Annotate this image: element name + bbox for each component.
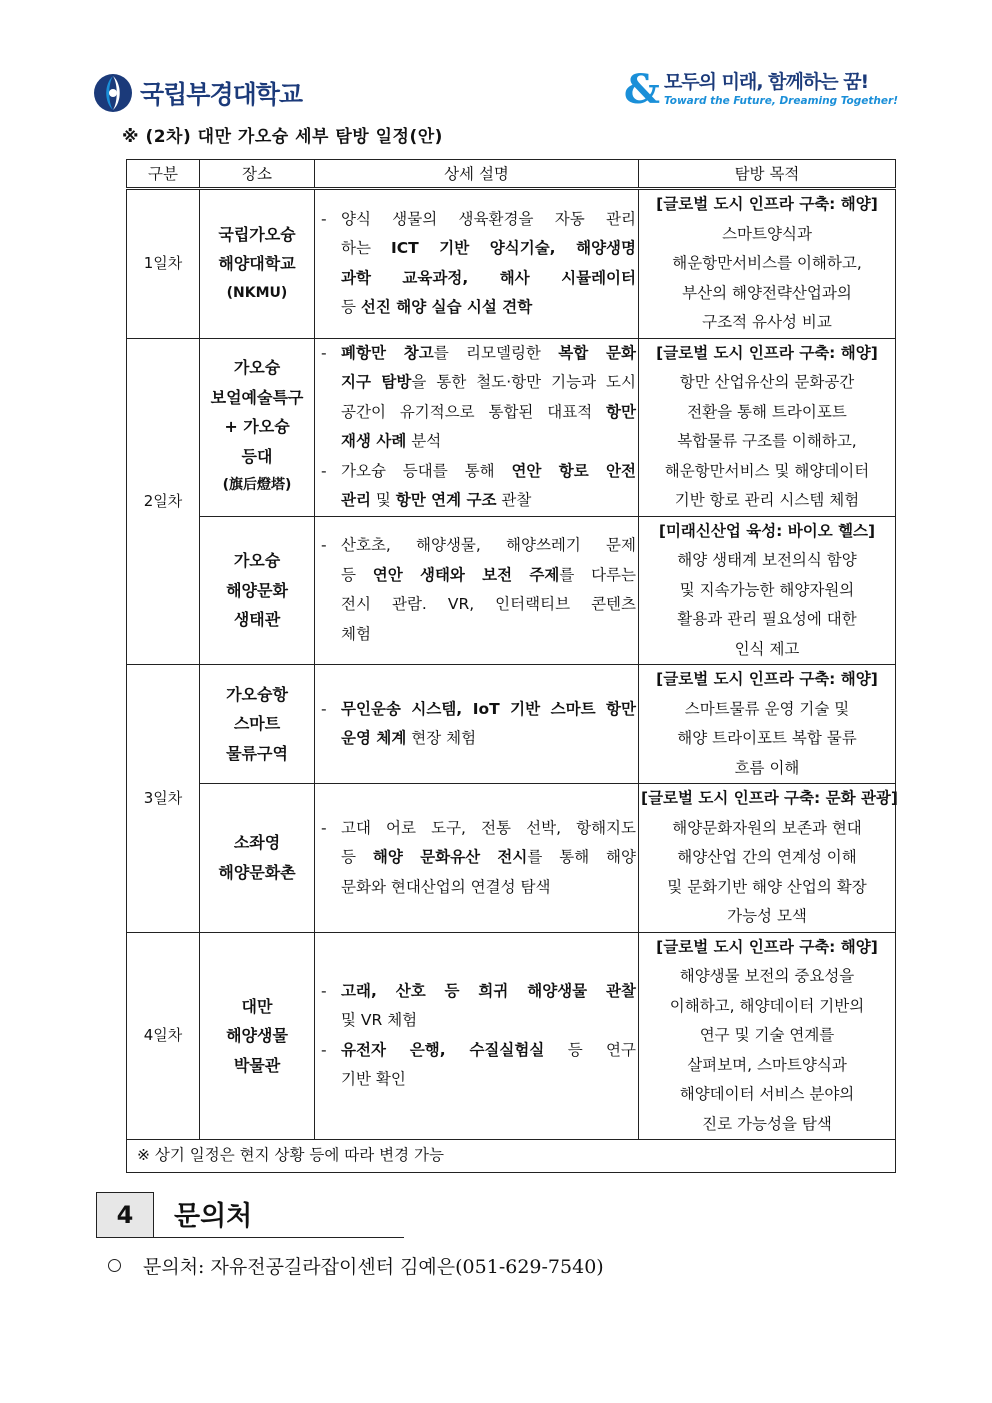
place-name-line: 박물관	[233, 1055, 281, 1075]
plain-text: 하는	[341, 239, 392, 258]
purpose-category: [글로벌 도시 인프라 구축: 문화 관광]	[641, 789, 898, 807]
plain-text: 관찰	[496, 491, 532, 509]
description-cell	[315, 338, 639, 516]
bullet-dash: -	[321, 209, 327, 228]
place-name-line: 가오슝항	[226, 684, 288, 704]
place-name-line: 해양대학교	[218, 254, 296, 273]
purpose-line: 해양생물 보전의 중요성을	[679, 967, 855, 985]
purpose-category: [글로벌 도시 인프라 구축: 해양]	[656, 343, 878, 362]
day-label: 2일차	[127, 338, 200, 665]
description-text	[341, 724, 636, 754]
plain-text: 문화와 현대산업의 연결성 탐색	[341, 877, 551, 896]
description-cell	[315, 516, 639, 665]
description-line	[321, 457, 636, 487]
place-cell	[200, 784, 315, 933]
place-cell	[200, 932, 315, 1140]
description-text	[341, 620, 636, 650]
plain-text: 를 다루는	[559, 565, 636, 584]
table-row	[127, 516, 896, 665]
purpose-line: 구조적 유사성 비교	[702, 313, 832, 331]
plain-text: 현장 체험	[406, 729, 477, 747]
table-row	[127, 932, 896, 1140]
bold-text: 복합 문화	[558, 343, 636, 362]
bold-text: 과학 교육과정, 해사 시뮬레이터	[341, 268, 636, 287]
place-name-line: 생태관	[233, 610, 281, 629]
bold-text: 지구 탐방	[341, 373, 412, 391]
description-text	[341, 368, 636, 398]
purpose-line: 스마트양식과	[722, 224, 812, 243]
purpose-line: 및 문화기반 해양 산업의 확장	[667, 877, 867, 896]
bold-text: 유전자 은행, 수질실험실	[341, 1040, 545, 1059]
description-text	[341, 977, 636, 1007]
bullet-dash: -	[321, 536, 327, 555]
description-text	[341, 590, 636, 620]
plain-text: 및 VR 체험	[341, 1011, 418, 1030]
header-category: 구분	[127, 160, 200, 189]
purpose-category: [미래신산업 육성: 바이오 헬스]	[658, 521, 876, 540]
section-heading	[96, 1192, 404, 1238]
bullet-dash	[321, 620, 341, 650]
header-description: 상세 설명	[315, 160, 639, 189]
description-cell	[315, 189, 639, 339]
purpose-line: 해양산업 간의 연계성 이해	[677, 848, 857, 866]
plain-text: 산호초, 해양생물, 해양쓰레기 문제	[341, 536, 636, 555]
bold-text: 선진 해양 실습 시설 견학	[360, 298, 533, 317]
description-cell	[315, 665, 639, 784]
description-line	[321, 843, 636, 873]
day-label: 4일차	[127, 932, 200, 1140]
bullet-dash	[321, 843, 341, 873]
bullet-dash	[321, 427, 341, 457]
plain-text: 등	[341, 298, 361, 317]
description-line	[321, 1036, 636, 1066]
plain-text: 체험	[341, 624, 371, 643]
plain-text: 를 통해 해양	[527, 848, 636, 866]
description-line	[321, 873, 636, 903]
description-text	[341, 873, 636, 903]
place-name-line: 보얼예술특구	[210, 387, 304, 407]
bold-text: 항만	[606, 402, 636, 421]
bold-text: 고래, 산호 등 희귀 해양생물 관찰	[341, 981, 636, 1000]
description-line	[321, 234, 636, 264]
plain-text: 전시 관람. VR, 인터랙티브 콘텐츠	[341, 595, 636, 614]
description-text	[341, 293, 636, 323]
table-header-row	[127, 160, 896, 189]
plain-text: 및	[370, 491, 396, 509]
description-line	[321, 339, 636, 369]
place-name-line: 대만	[241, 996, 273, 1016]
purpose-line: 해운항만서비스를 이해하고,	[672, 254, 862, 272]
description-text	[341, 531, 636, 561]
table-row	[127, 189, 896, 339]
purpose-line: 이해하고, 해양데이터 기반의	[669, 996, 865, 1015]
plain-text: 기반 확인	[341, 1070, 406, 1089]
description-text	[341, 1036, 636, 1066]
place-name-line: (NKMU)	[226, 284, 288, 301]
description-line	[321, 724, 636, 754]
place-cell	[200, 665, 315, 784]
bold-text: 연안 생태와 보전 주제	[372, 565, 560, 584]
purpose-line: 스마트물류 운영 기술 및	[684, 699, 850, 718]
description-text	[341, 695, 636, 725]
description-cell	[315, 784, 639, 933]
description-line	[321, 398, 636, 428]
description-line	[321, 620, 636, 650]
purpose-cell	[639, 784, 896, 933]
section-title: 문의처	[174, 1201, 253, 1232]
table-row	[127, 784, 896, 933]
place-name-line: 해양문화	[226, 580, 288, 600]
description-line	[321, 814, 636, 844]
description-line	[321, 590, 636, 620]
bold-text: 연안 항로 안전	[511, 461, 636, 480]
purpose-line: 흐름 이해	[734, 758, 800, 777]
bullet-dash: -	[321, 699, 327, 718]
purpose-cell	[639, 665, 896, 784]
purpose-category: [글로벌 도시 인프라 구축: 해양]	[656, 937, 878, 956]
plain-text: 고대 어로 도구, 전통 선박, 항해지도	[341, 818, 636, 837]
description-line	[321, 977, 636, 1007]
table-row	[127, 665, 896, 784]
purpose-line: 해양문화자원의 보존과 현대	[672, 818, 862, 837]
bullet-dash: -	[321, 461, 327, 480]
bullet-dash	[321, 368, 341, 398]
bold-text: 해양 문화유산 전시	[372, 848, 528, 866]
university-name: 국립부경대학교	[140, 80, 303, 109]
day-label: 3일차	[127, 665, 200, 933]
purpose-line: 가능성 모색	[727, 907, 807, 925]
description-text	[341, 264, 636, 294]
purpose-line: 항만 산업유산의 문화공간	[679, 373, 855, 391]
description-line	[321, 427, 636, 457]
purpose-line: 해운항만서비스 및 해양데이터	[664, 461, 870, 480]
bold-text: 항만 연계 구조	[395, 491, 497, 509]
description-text	[341, 561, 636, 591]
place-cell	[200, 189, 315, 339]
contact-text: 문의처: 자유전공길라잡이센터 김예은(051-629-7540)	[143, 1256, 604, 1278]
plain-text: 등 연구	[544, 1040, 636, 1059]
bold-text: 운영 체계	[341, 729, 407, 747]
purpose-line: 해양 트라이포트 복합 물류	[677, 729, 857, 747]
purpose-line: 살펴보며, 스마트양식과	[687, 1055, 847, 1074]
purpose-line: 인식 제고	[734, 639, 800, 658]
bullet-dash	[321, 234, 341, 264]
purpose-line: 활용과 관리 필요성에 대한	[677, 610, 857, 628]
description-line	[321, 695, 636, 725]
section-number: 4	[96, 1192, 154, 1238]
description-line	[321, 1006, 636, 1036]
purpose-cell	[639, 189, 896, 339]
plain-text: 등	[341, 848, 373, 866]
contact-line	[108, 1252, 604, 1279]
description-line	[321, 264, 636, 294]
section-underline	[154, 1237, 404, 1238]
bullet-dash: -	[321, 981, 327, 1000]
bullet-dash	[321, 486, 341, 516]
pknu-emblem-icon	[92, 72, 134, 114]
description-text	[341, 457, 636, 487]
purpose-category: [글로벌 도시 인프라 구축: 해양]	[656, 195, 878, 213]
description-line	[321, 486, 636, 516]
description-text	[341, 486, 636, 516]
purpose-cell	[639, 516, 896, 665]
place-name-line: 국립가오슝	[218, 224, 296, 244]
description-line	[321, 561, 636, 591]
purpose-line: 전환을 통해 트라이포트	[687, 402, 847, 421]
page-header	[0, 0, 992, 120]
description-text	[341, 339, 636, 369]
plain-text: 를 리모델링한	[433, 343, 559, 362]
place-name-line: 소좌영	[233, 833, 281, 853]
table-row	[127, 338, 896, 516]
bullet-dash	[321, 724, 341, 754]
bold-text: ICT 기반 양식기술, 해양생명	[391, 239, 636, 258]
purpose-line: 기반 항로 관리 시스템 체험	[674, 491, 860, 509]
bullet-dash: -	[321, 343, 327, 362]
description-line	[321, 531, 636, 561]
schedule-table	[126, 159, 896, 1173]
plain-text: 을 통한 철도·항만 기능과 도시	[411, 373, 636, 391]
place-name-line: 물류구역	[226, 743, 288, 763]
description-line	[321, 205, 636, 235]
place-cell	[200, 516, 315, 665]
description-cell	[315, 932, 639, 1140]
description-text	[341, 1006, 636, 1036]
description-text	[341, 814, 636, 844]
bullet-dash	[321, 293, 341, 323]
header-place: 장소	[200, 160, 315, 189]
purpose-line: 연구 및 기술 연계를	[699, 1026, 835, 1044]
bold-text: 폐항만 창고	[341, 343, 434, 362]
bullet-dash	[321, 873, 341, 903]
description-line	[321, 293, 636, 323]
purpose-line: 복합물류 구조를 이해하고,	[677, 432, 857, 450]
table-note-row	[127, 1140, 896, 1173]
circle-bullet-icon	[108, 1259, 121, 1272]
university-logo	[92, 72, 302, 114]
bullet-dash	[321, 264, 341, 294]
place-name-line: (旗后燈塔)	[222, 477, 292, 494]
plain-text: 가오슝 등대를 통해	[341, 461, 512, 480]
place-name-line: 해양문화촌	[218, 862, 296, 882]
plain-text: 분석	[406, 432, 442, 450]
purpose-line: 및 지속가능한 해양자원의	[679, 580, 855, 599]
slogan-english: Toward the Future, Dreaming Together!	[663, 95, 898, 107]
bold-text: 관리	[341, 491, 371, 509]
place-name-line: + 가오슝	[224, 417, 290, 437]
place-cell	[200, 338, 315, 516]
purpose-cell	[639, 932, 896, 1140]
header-purpose: 탐방 목적	[639, 160, 896, 189]
schedule-title: ※ (2차) 대만 가오슝 세부 탐방 일정(안)	[122, 127, 443, 147]
bullet-dash: -	[321, 818, 327, 837]
purpose-cell	[639, 338, 896, 516]
bold-text: 재생 사례	[341, 432, 407, 450]
bullet-dash	[321, 561, 341, 591]
bold-text: 무인운송 시스템, IoT 기반 스마트 항만	[341, 699, 636, 718]
purpose-line: 해양데이터 서비스 분야의	[679, 1085, 855, 1103]
slogan-logo	[623, 66, 898, 113]
description-text	[341, 427, 636, 457]
purpose-line: 부산의 해양전략산업과의	[682, 283, 852, 302]
plain-text: 양식 생물의 생육환경을 자동 관리	[341, 209, 636, 228]
schedule-note: ※ 상기 일정은 현지 상황 등에 따라 변경 가능	[127, 1140, 896, 1173]
description-line	[321, 368, 636, 398]
place-name-line: 해양생물	[226, 1026, 288, 1045]
description-line	[321, 1065, 636, 1095]
place-name-line: 등대	[241, 446, 273, 466]
description-text	[341, 1065, 636, 1095]
day-label: 1일차	[127, 189, 200, 339]
bullet-dash: -	[321, 1040, 327, 1059]
description-text	[341, 205, 636, 235]
ampersand-icon: &	[623, 66, 660, 113]
place-name-line: 가오슝	[233, 358, 281, 378]
description-text	[341, 398, 636, 428]
bullet-dash	[321, 398, 341, 428]
plain-text: 공간이 유기적으로 통합된 대표적	[341, 402, 607, 421]
place-name-line: 가오슝	[233, 551, 281, 570]
purpose-category: [글로벌 도시 인프라 구축: 해양]	[656, 670, 878, 688]
bullet-dash	[321, 1006, 341, 1036]
bullet-dash	[321, 590, 341, 620]
place-name-line: 스마트	[233, 714, 281, 734]
bullet-dash	[321, 1065, 341, 1095]
description-text	[341, 234, 636, 264]
purpose-line: 진로 가능성을 탐색	[702, 1114, 832, 1133]
description-text	[341, 843, 636, 873]
plain-text: 등	[341, 565, 373, 584]
purpose-line: 해양 생태계 보전의식 함양	[677, 551, 857, 569]
slogan-korean: 모두의 미래, 함께하는 꿈!	[663, 71, 869, 93]
